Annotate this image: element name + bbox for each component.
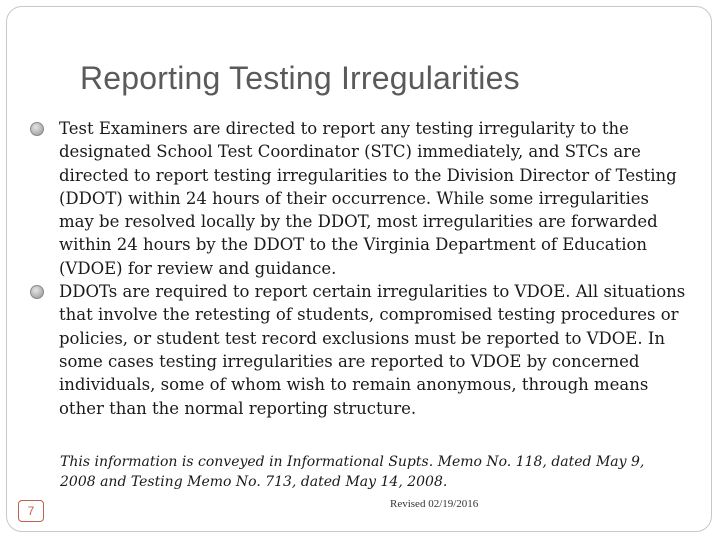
bullet-item [28,117,688,280]
bullet-dot-icon [30,122,44,136]
bullet-text: Test Examiners are directed to report any testing irregularity to the designated School Test Coordinator (STC) immediately, and STCs are directed to report testing irregularities to the Division Director of Testing (DDOT) within 24 hours of their occurrence. While some irregularities may be resolved locally by the DDOT, most irregularities are forwarded within 24 hours by the DDOT to the Virginia Department of Education (VDOE) for review and guidance. [59,119,677,278]
bullet-item [28,280,688,420]
slide-number: 7 [18,500,44,522]
bullet-dot-icon [30,285,44,299]
bullet-text: DDOTs are required to report certain irregularities to VDOE. All situations that involve the retesting of students, compromised testing procedures or policies, or student test record exclusions must be reported to VDOE. In some cases testing irregularities are reported to VDOE by concerned individuals, some of whom wish to remain anonymous, through means other than the normal reporting structure. [59,282,686,418]
bullet-list [28,117,688,420]
revised-date: Revised 02/19/2016 [390,498,479,510]
slide-title: Reporting Testing Irregularities [80,60,520,96]
footnote: This information is conveyed in Informational Supts. Memo No. 118, dated May 9, 2008 and Testing Memo No. 713, dated May 14, 2008. [60,454,645,490]
